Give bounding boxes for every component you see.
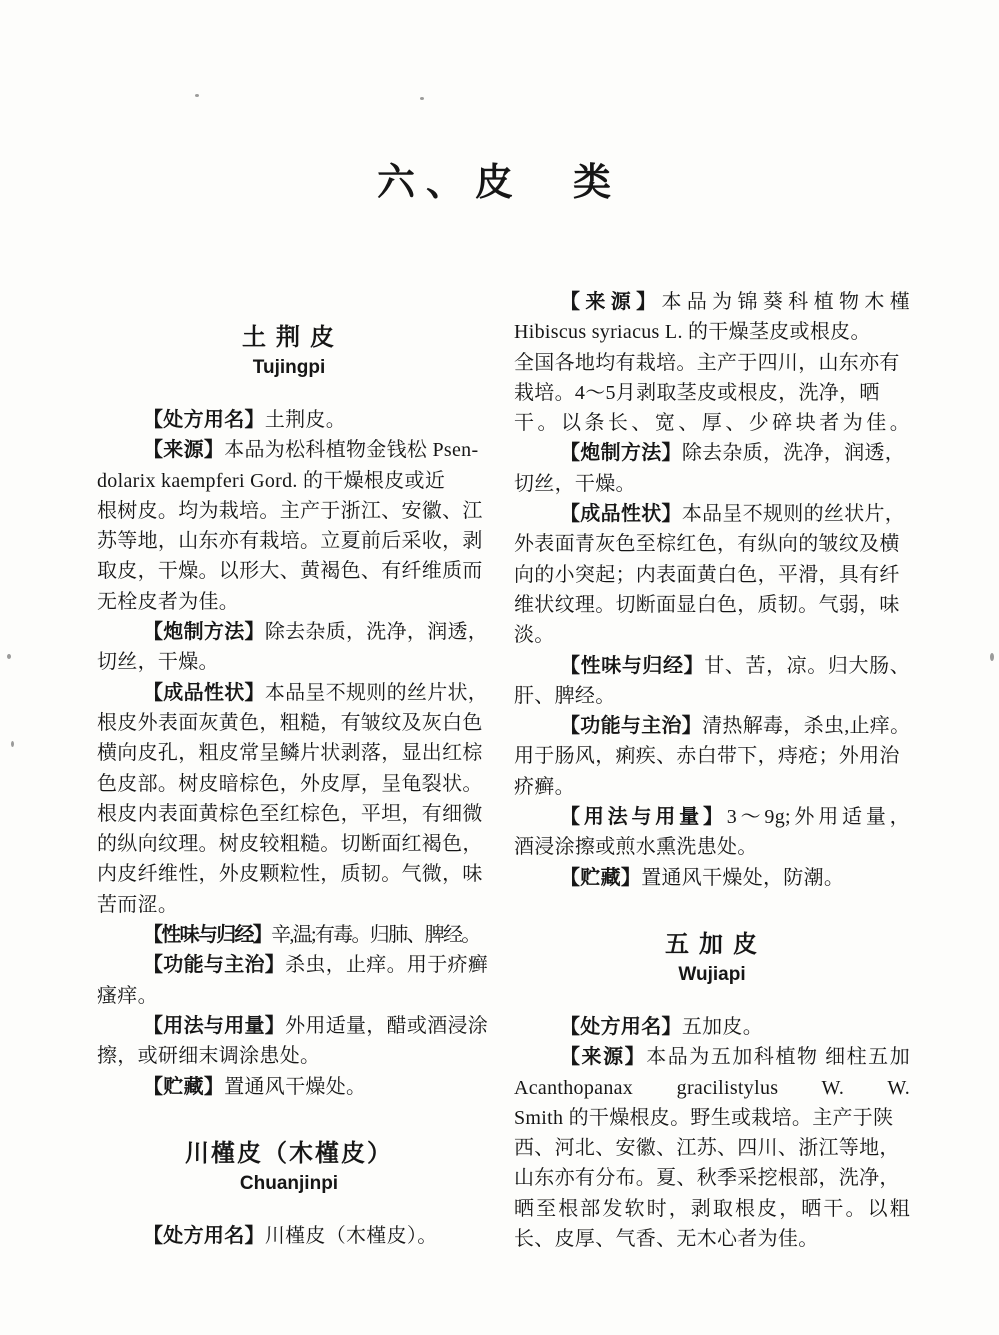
scan-speck bbox=[420, 97, 424, 100]
text-line: 切丝，干燥。 bbox=[97, 651, 219, 674]
section-label: 【性味与归经】 bbox=[560, 654, 705, 677]
text-line: 【用法与用量】外用适量，醋或酒浸涂 bbox=[143, 1014, 489, 1037]
section-label: 【功能与主治】 bbox=[143, 954, 286, 977]
text-line: 擦，或研细末调涂患处。 bbox=[97, 1045, 321, 1068]
text-line: 山东亦有分布。夏、秋季采挖根部，洗净， bbox=[514, 1167, 900, 1190]
text-line: 【炮制方法】除去杂质，洗净，润透， bbox=[560, 442, 906, 465]
text-line: 色皮部。树皮暗棕色，外皮厚，呈龟裂状。 bbox=[97, 772, 483, 795]
text-line: 西、河北、安徽、江苏、四川、浙江等地， bbox=[514, 1137, 900, 1160]
text-line: 【功能与主治】杀虫，止痒。用于疥癣 bbox=[143, 954, 489, 977]
text-line: 干。以条长、宽、厚、少碎块者为佳。 bbox=[514, 412, 910, 435]
text-line: 根树皮。均为栽培。主产于浙江、安徽、江 bbox=[97, 499, 483, 522]
section-label: 【处方用名】 bbox=[143, 409, 265, 431]
section-label: 【来源】 bbox=[560, 1046, 647, 1069]
text-line: 根皮外表面灰黄色，粗糙，有皱纹及灰白色 bbox=[97, 711, 483, 734]
text-line: 【炮制方法】除去杂质，洗净，润透， bbox=[143, 621, 489, 644]
text-line: 【处方用名】土荆皮。 bbox=[143, 409, 347, 431]
entry-title-pinyin: Chuanjinpi bbox=[239, 1172, 339, 1194]
entry-title-zh: 土 荆 皮 bbox=[242, 325, 336, 351]
text-line: 【成品性状】本品呈不规则的丝状片， bbox=[560, 503, 906, 526]
section-label: 【用法与用量】 bbox=[560, 806, 727, 829]
text-line: 【贮藏】置通风干燥处，防潮。 bbox=[560, 866, 845, 889]
text-line: 栽培。4～5月剥取茎皮或根皮，洗净，晒 bbox=[514, 381, 880, 404]
section-label: 【贮藏】 bbox=[560, 866, 642, 889]
entry-header bbox=[97, 310, 481, 382]
text-line: dolarix kaempferi Gord. 的干燥根皮或近 bbox=[97, 469, 446, 492]
section-label: 【炮制方法】 bbox=[143, 621, 265, 644]
text-line: 酒浸涂擦或煎水熏洗患处。 bbox=[514, 836, 758, 859]
entry-title-pinyin: Tujingpi bbox=[252, 357, 326, 378]
text-line: 苏等地，山东亦有栽培。立夏前后采收，剥 bbox=[97, 530, 483, 553]
text-line: 内皮纤维性，外皮颗粒性，质韧。气微，味 bbox=[97, 863, 483, 886]
scan-speck bbox=[195, 94, 199, 97]
text-line: 的纵向纹理。树皮较粗糙。切断面红褐色， bbox=[97, 833, 483, 856]
text-line: 横向皮孔，粗皮常呈鳞片状剥落，显出红棕 bbox=[97, 742, 483, 765]
scan-speck bbox=[11, 741, 14, 747]
entry-header bbox=[514, 893, 910, 989]
text-line: 晒至根部发软时，剥取根皮，晒干。以粗 bbox=[514, 1197, 910, 1220]
right-column bbox=[514, 272, 910, 1254]
text-line: Hibiscus syriacus L. 的干燥茎皮或根皮。 bbox=[514, 321, 871, 344]
text-line: 【处方用名】川槿皮（木槿皮）。 bbox=[143, 1224, 438, 1247]
text-line: 肝、脾经。 bbox=[514, 684, 616, 707]
text-line: 【性味与归经】甘、苦，凉。归大肠、 bbox=[560, 654, 911, 677]
text-line: 无栓皮者为佳。 bbox=[97, 590, 240, 613]
text-line: 维状纹理。切断面显白色，质韧。气弱，味 bbox=[514, 593, 900, 616]
section-label: 【处方用名】 bbox=[560, 1015, 682, 1038]
section-label: 【成品性状】 bbox=[560, 503, 682, 526]
text-line: 【用法与用量】3～9g;外用适量， bbox=[560, 806, 910, 829]
section-label: 【功能与主治】 bbox=[560, 715, 703, 738]
text-line: 【来源】本品为松科植物金钱松 Psen- bbox=[143, 439, 479, 462]
section-label: 【成品性状】 bbox=[143, 681, 265, 704]
text-line: 【性味与归经】辛,温;有毒。归肺、脾经。 bbox=[143, 924, 480, 947]
text-line: 向的小突起；内表面黄白色，平滑，具有纤 bbox=[514, 563, 900, 586]
text-line: 疥癣。 bbox=[514, 775, 575, 798]
text-line: 全国各地均有栽培。主产于四川，山东亦有 bbox=[514, 351, 900, 374]
text-line: 苦而涩。 bbox=[97, 893, 179, 916]
text-line: 【来源】本品为锦葵科植物木槿 bbox=[560, 291, 911, 313]
scan-speck bbox=[7, 654, 11, 659]
text-line: 切丝，干燥。 bbox=[514, 472, 636, 495]
text-line: 【处方用名】五加皮。 bbox=[560, 1015, 764, 1038]
text-line: 【来源】本品为五加科植物 细柱五加 bbox=[560, 1046, 911, 1069]
section-label: 【用法与用量】 bbox=[143, 1014, 286, 1037]
text-line: 【成品性状】本品呈不规则的丝片状， bbox=[143, 681, 489, 704]
text-line: 外表面青灰色至棕红色，有纵向的皱纹及横 bbox=[514, 533, 900, 556]
text-line: 用于肠风，痢疾、赤白带下，痔疮；外用治 bbox=[514, 745, 900, 768]
entry-title-zh: 五 加 皮 bbox=[665, 931, 759, 958]
section-label: 【炮制方法】 bbox=[560, 442, 682, 465]
text-line: Smith 的干燥根皮。野生或栽培。主产于陕 bbox=[514, 1106, 894, 1129]
text-line: 淡。 bbox=[514, 624, 555, 647]
text-line: 【功能与主治】清热解毒，杀虫,止痒。 bbox=[560, 715, 911, 738]
entry-title-pinyin: Wujiapi bbox=[678, 963, 746, 985]
entry-title-zh: 川槿皮（木槿皮） bbox=[185, 1140, 393, 1167]
text-line: Acanthopanax gracilistylus W. W. bbox=[514, 1076, 910, 1099]
section-label: 【性味与归经】 bbox=[143, 924, 272, 947]
left-column bbox=[97, 310, 489, 1251]
section-label: 【贮藏】 bbox=[143, 1075, 225, 1098]
text-line: 瘙痒。 bbox=[97, 984, 158, 1007]
chapter-title: 六、皮 类 bbox=[376, 162, 622, 204]
section-label: 【来源】 bbox=[560, 291, 662, 313]
section-label: 【来源】 bbox=[143, 439, 225, 462]
text-line: 根皮内表面黄棕色至红棕色，平坦，有细微 bbox=[97, 802, 483, 825]
text-line: 长、皮厚、气香、无木心者为佳。 bbox=[514, 1228, 819, 1251]
text-line: 【贮藏】置通风干燥处。 bbox=[143, 1075, 367, 1098]
scan-speck bbox=[990, 653, 994, 661]
section-label: 【处方用名】 bbox=[143, 1224, 265, 1247]
entry-header bbox=[97, 1102, 481, 1198]
text-line: 取皮，干燥。以形大、黄褐色、有纤维质而 bbox=[97, 560, 483, 583]
